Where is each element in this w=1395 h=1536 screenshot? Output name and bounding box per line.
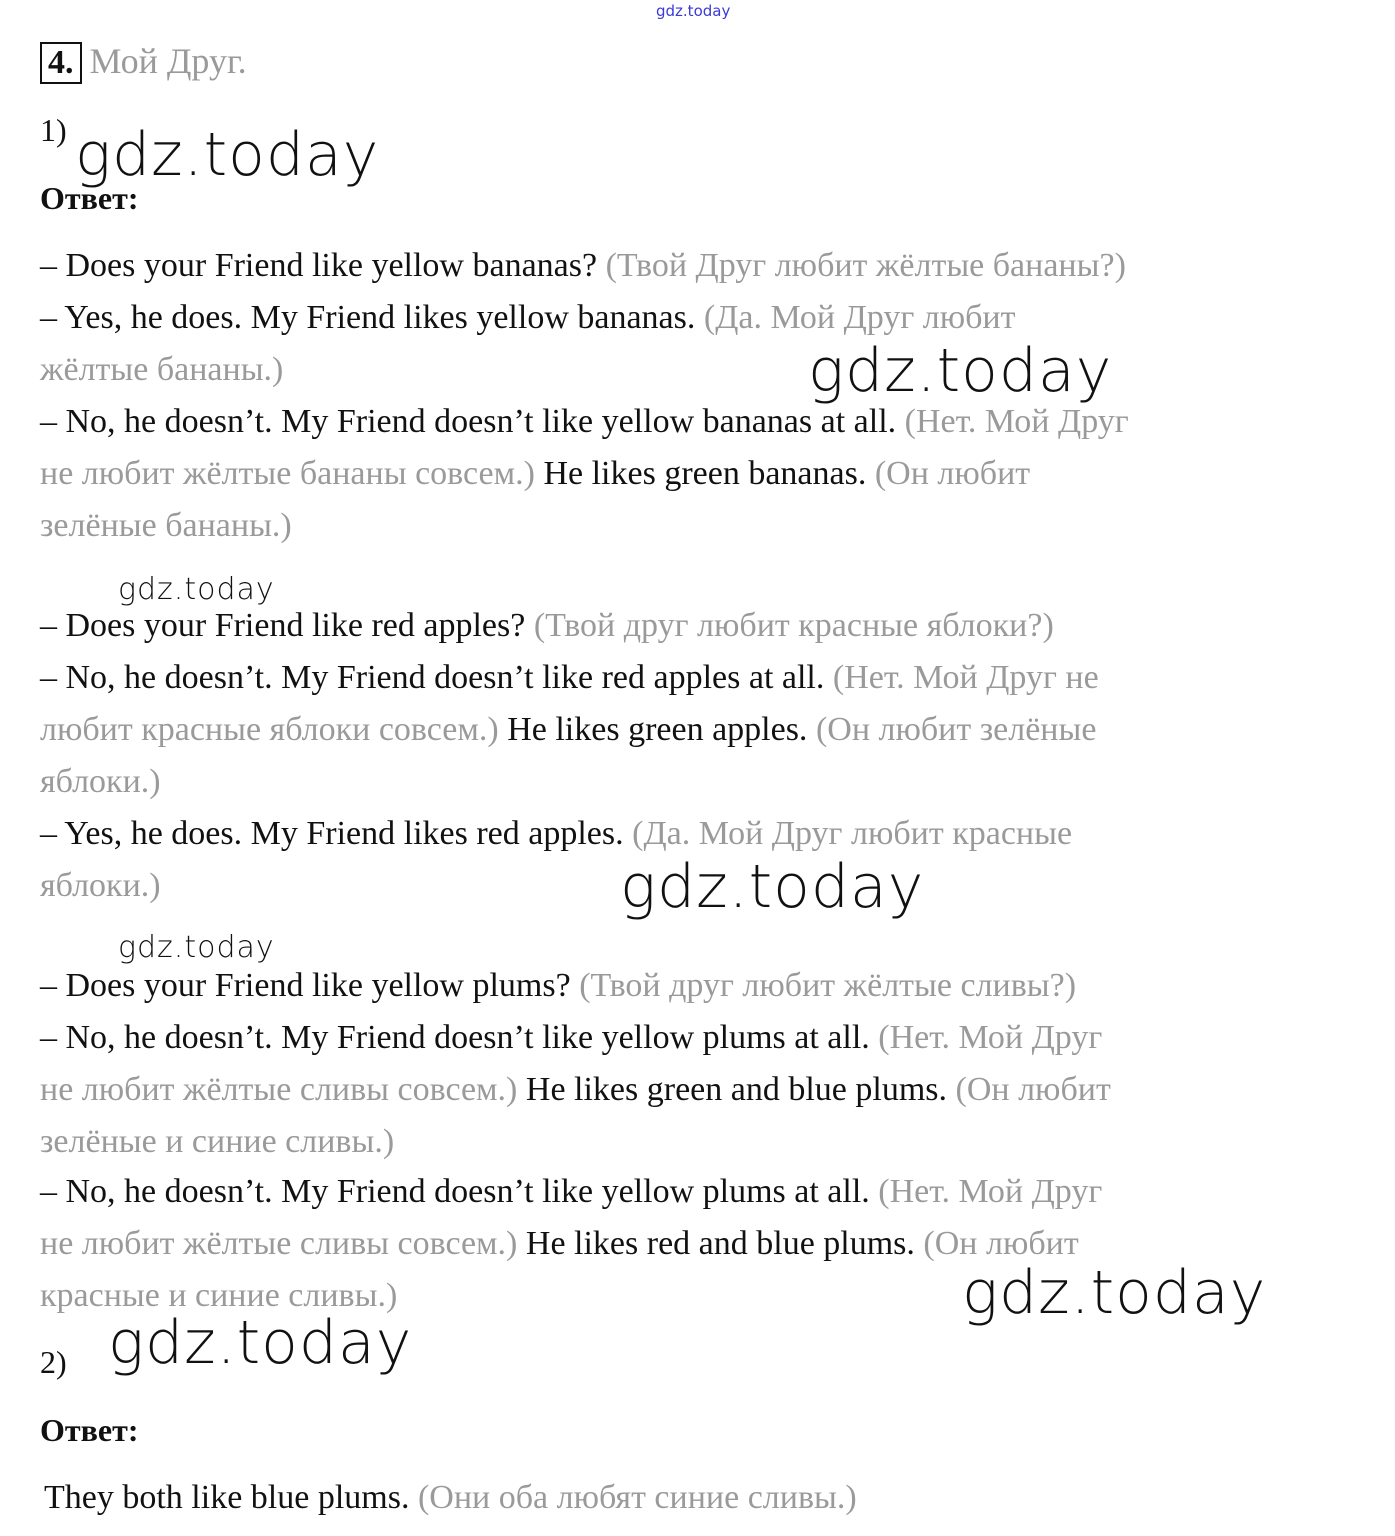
dialog-line	[40, 1218, 1079, 1270]
translation: (Он любит	[866, 455, 1031, 492]
watermark: gdz.today	[108, 1308, 413, 1378]
english-text: – Does your Friend like yellow bananas?	[40, 247, 598, 284]
dialog-line	[40, 756, 161, 808]
dialog-line	[40, 600, 1054, 652]
dialog-line	[40, 808, 1072, 860]
dialog-line	[40, 1166, 1102, 1218]
translation: (Да. Мой Друг любит красные	[623, 815, 1073, 852]
english-text: – Does your Friend like red apples?	[40, 607, 526, 644]
translation: (Нет. Мой Друг	[896, 403, 1129, 440]
translation: (Твой друг любит красные яблоки?)	[525, 607, 1054, 644]
english-text: They both like blue plums.	[44, 1479, 410, 1516]
dialog-line	[40, 448, 1030, 500]
english-text: – No, he doesn’t. My Friend doesn’t like red apples at all.	[40, 659, 825, 696]
dialog-line	[40, 860, 161, 912]
translation: (Они оба любят синие сливы.)	[409, 1479, 857, 1516]
translation: не любит жёлтые сливы совсем.)	[40, 1071, 518, 1108]
english-text: – Does your Friend like yellow plums?	[40, 967, 571, 1004]
translation: яблоки.)	[40, 867, 161, 904]
answer-label: Ответ:	[40, 1412, 139, 1448]
dialog-line	[44, 1472, 857, 1524]
translation: (Он любит	[914, 1225, 1079, 1262]
english-text: He likes green apples.	[498, 711, 808, 748]
translation: (Он любит зелёные	[807, 711, 1097, 748]
watermark: gdz.today	[118, 572, 275, 607]
dialog-line	[40, 292, 1016, 344]
translation: не любит жёлтые сливы совсем.)	[40, 1225, 518, 1262]
translation: зелёные бананы.)	[40, 507, 292, 544]
exercise-header	[40, 40, 247, 84]
dialog-line	[40, 1116, 394, 1168]
watermark: gdz.today	[118, 930, 275, 965]
english-text: He likes red and blue plums.	[517, 1225, 915, 1262]
english-text: – Yes, he does. My Friend likes yellow bananas.	[40, 299, 696, 336]
dialog-line	[40, 652, 1099, 704]
translation: красные и синие сливы.)	[40, 1277, 398, 1314]
part-1-label: 1)	[40, 112, 67, 148]
watermark: gdz.today	[75, 120, 380, 190]
english-text: – No, he doesn’t. My Friend doesn’t like yellow bananas at all.	[40, 403, 897, 440]
dialog-line	[40, 240, 1126, 292]
translation: (Нет. Мой Друг не	[824, 659, 1099, 696]
translation: яблоки.)	[40, 763, 161, 800]
answer-label: Ответ:	[40, 180, 139, 216]
watermark: gdz.today	[808, 336, 1113, 406]
translation: (Да. Мой Друг любит	[695, 299, 1016, 336]
dialog-line	[40, 704, 1096, 756]
english-text: – Yes, he does. My Friend likes red apples.	[40, 815, 624, 852]
translation: (Нет. Мой Друг	[869, 1173, 1103, 1210]
english-text: He likes green bananas.	[534, 455, 867, 492]
translation: зелёные и синие сливы.)	[40, 1123, 395, 1160]
translation: не любит жёлтые бананы совсем.)	[40, 455, 535, 492]
dialog-line	[40, 344, 283, 396]
dialog-line	[40, 1064, 1111, 1116]
watermark: gdz.today	[962, 1258, 1267, 1328]
dialog-line	[40, 960, 1076, 1012]
translation: любит красные яблоки совсем.)	[40, 711, 499, 748]
dialog-line	[40, 1012, 1102, 1064]
english-text: – No, he doesn’t. My Friend doesn’t like yellow plums at all.	[40, 1019, 870, 1056]
english-text: – No, he doesn’t. My Friend doesn’t like yellow plums at all.	[40, 1173, 870, 1210]
part-2-label: 2)	[40, 1344, 67, 1380]
translation: (Твой друг любит жёлтые сливы?)	[570, 967, 1077, 1004]
watermark: gdz.today	[620, 852, 925, 922]
translation: (Нет. Мой Друг	[869, 1019, 1103, 1056]
exercise-number: 4.	[40, 42, 82, 84]
exercise-title: Мой Друг.	[89, 41, 247, 81]
translation: (Он любит	[947, 1071, 1111, 1108]
dialog-line	[40, 500, 292, 552]
english-text: He likes green and blue plums.	[517, 1071, 948, 1108]
dialog-line	[40, 1270, 397, 1322]
watermark-top: gdz.today	[656, 2, 731, 20]
dialog-line	[40, 396, 1129, 448]
translation: (Твой Друг любит жёлтые бананы?)	[597, 247, 1126, 284]
translation: жёлтые бананы.)	[40, 351, 284, 388]
